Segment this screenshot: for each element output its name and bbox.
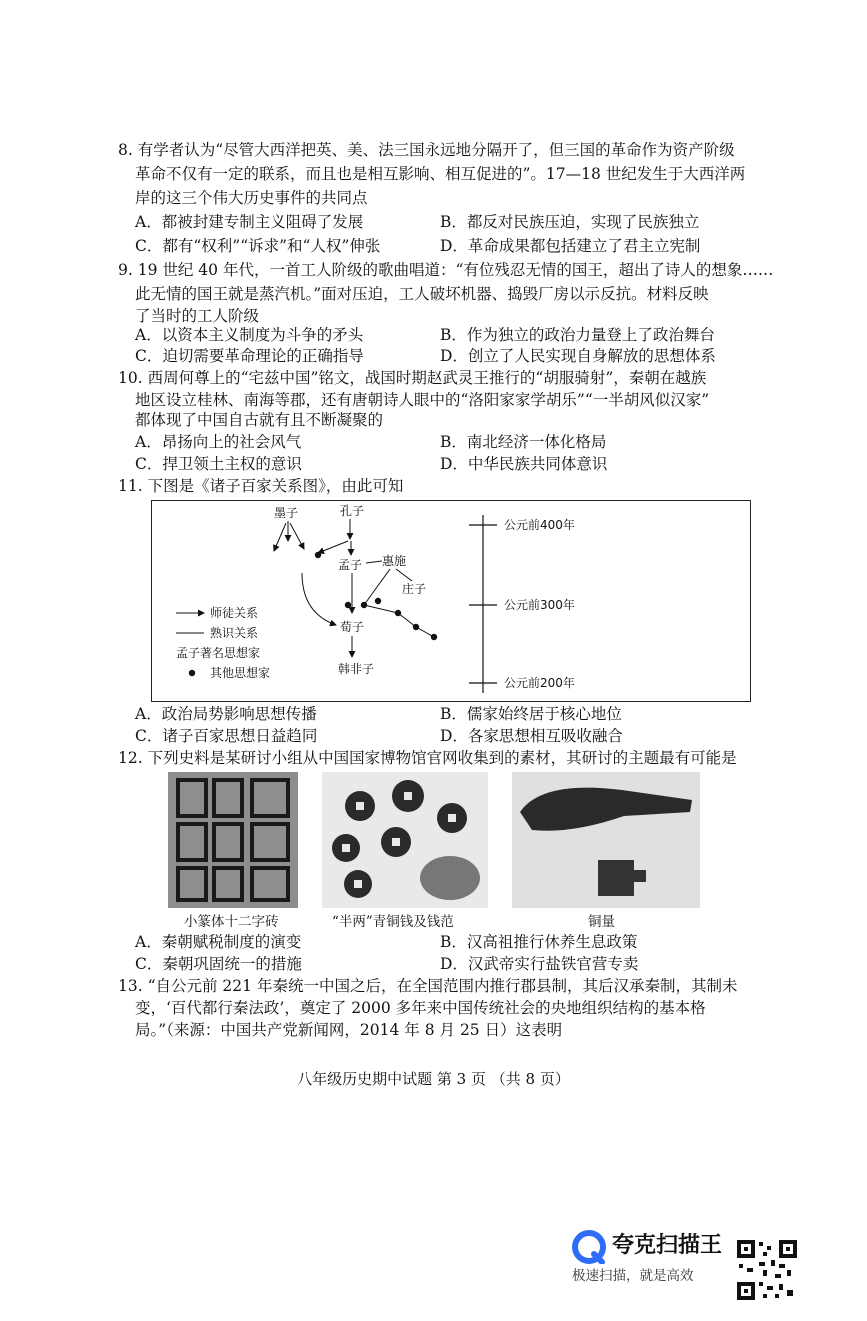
q12-stem-line: 12. 下列史料是某研讨小组从中国国家博物馆官网收集到的素材，其研讨的主题最有可能是 <box>118 749 737 767</box>
q9-option-d: D．创立了人民实现自身解放的思想体系 <box>440 347 716 365</box>
caption-coins: “半两”青铜钱及钱范 <box>332 914 454 930</box>
q12-option-c: C．秦朝巩固统一的措施 <box>135 955 302 973</box>
q8-option-d: D．革命成果都包括建立了君主立宪制 <box>440 237 701 255</box>
node-kongzi: 孔子 <box>340 504 365 518</box>
school-relations-diagram <box>151 500 751 702</box>
line-huishi-zhuangzi <box>396 569 412 581</box>
coins-photo <box>322 772 488 908</box>
arrow-curve-xunzi <box>302 573 336 625</box>
node-huishi: 惠施 <box>382 554 407 568</box>
other-thinker-dot <box>395 610 401 616</box>
diagram-canvas <box>152 501 752 703</box>
legend-famous: 孟子著名思想家 <box>176 646 261 660</box>
page-footer: 八年级历史期中试题 第 3 页 （共 8 页） <box>297 1070 570 1088</box>
other-thinker-dot <box>345 602 351 608</box>
q11-option-d: D．各家思想相互吸收融合 <box>440 727 623 745</box>
legend-dot <box>189 670 195 676</box>
node-zhuangzi: 庄子 <box>402 582 427 596</box>
q10-option-a: A．昂扬向上的社会风气 <box>135 433 302 451</box>
arrow-kongzi-left <box>318 541 348 553</box>
q8-option-b: B．都反对民族压迫，实现了民族独立 <box>440 213 700 231</box>
node-mengzi: 孟子 <box>338 558 363 572</box>
q9-stem-line: 9. 19 世纪 40 年代，一首工人阶级的歌曲唱道：“有位残忍无情的国王，超出了诗人的想象…… <box>118 261 774 279</box>
arrow-mozi-left <box>274 523 286 551</box>
q11-option-b: B．儒家始终居于核心地位 <box>440 705 622 723</box>
q10-option-c: C．捍卫领土主权的意识 <box>135 455 302 473</box>
q10-stem-line: 10. 西周何尊上的“宅兹中国”铭文，战国时期赵武灵王推行的“胡服骑射”，秦朝在越族 <box>118 369 707 387</box>
timeline-label-300: 公元前300年 <box>504 598 575 612</box>
q13-stem-line: 13. “自公元前 221 年秦统一中国之后，在全国范围内推行郡县制，其后汉承秦制，其制未 <box>118 977 738 995</box>
q13-stem-line: 局。”（来源：中国共产党新闻网，2014 年 8 月 25 日）这表明 <box>135 1021 563 1039</box>
q12-option-d: D．汉武帝实行盐铁官营专卖 <box>440 955 639 973</box>
other-thinker-dot <box>413 624 419 630</box>
q10-stem-line: 都体现了中国自古就有且不断凝聚的 <box>135 411 384 429</box>
bronze-measure-photo <box>512 772 700 908</box>
node-hanfeizi: 韩非子 <box>338 662 375 676</box>
other-thinker-dot <box>315 552 321 558</box>
q9-stem-line: 此无情的国王就是蒸汽机。”面对压迫，工人破坏机器、捣毁厂房以示反抗。材料反映 <box>135 285 709 303</box>
brand-name: 夸克扫描王 <box>612 1233 723 1258</box>
legend-master-disciple: 师徒关系 <box>210 606 259 620</box>
q11-option-a: A．政治局势影响思想传播 <box>135 705 317 723</box>
q8-stem-line: 8. 有学者认为“尽管大西洋把英、美、法三国永远地分隔开了，但三国的革命作为资产阶级 <box>118 141 735 159</box>
q10-option-b: B．南北经济一体化格局 <box>440 433 607 451</box>
other-thinker-dot <box>361 602 367 608</box>
q10-stem-line: 地区设立桂林、南海等郡，还有唐朝诗人眼中的“洛阳家家学胡乐”“一半胡风似汉家” <box>135 391 710 409</box>
timeline-label-400: 公元前400年 <box>504 518 575 532</box>
q9-stem-line: 了当时的工人阶级 <box>135 307 260 325</box>
node-xunzi: 荀子 <box>340 620 365 634</box>
scanner-logo-icon <box>572 1230 606 1264</box>
q9-option-b: B．作为独立的政治力量登上了政治舞台 <box>440 326 715 344</box>
q12-option-b: B．汉高祖推行休养生息政策 <box>440 933 638 951</box>
q9-option-a: A．以资本主义制度为斗争的矛头 <box>135 326 364 344</box>
line-xunzi-other <box>364 605 398 613</box>
arrow-mozi-right <box>290 523 304 549</box>
q8-option-a: A．都被封建专制主义阻碍了发展 <box>135 213 364 231</box>
legend-acquaintance: 熟识关系 <box>210 626 259 640</box>
qr-code-icon <box>735 1238 799 1302</box>
q9-option-c: C．迫切需要革命理论的正确指导 <box>135 347 364 365</box>
q11-option-c: C．诸子百家思想日益趋同 <box>135 727 318 745</box>
q10-option-d: D．中华民族共同体意识 <box>440 455 608 473</box>
q13-stem-line: 变，‘百代都行秦法政’，奠定了 2000 多年来中国传统社会的央地组织结构的基本格 <box>135 999 706 1017</box>
q11-stem-line: 11. 下图是《诸子百家关系图》，由此可知 <box>118 477 404 495</box>
other-thinker-dot <box>431 634 437 640</box>
line-other-other <box>398 613 416 627</box>
caption-brick: 小篆体十二字砖 <box>184 914 279 930</box>
node-mozi: 墨子 <box>274 506 299 520</box>
q12-option-a: A．秦朝赋税制度的演变 <box>135 933 302 951</box>
q8-stem-line: 岸的这三个伟大历史事件的共同点 <box>135 189 368 207</box>
caption-measure: 铜量 <box>588 914 615 930</box>
seal-brick-photo <box>168 772 298 908</box>
line-mengzi-huishi <box>366 561 382 563</box>
timeline-label-200: 公元前200年 <box>504 676 575 690</box>
brand-slogan: 极速扫描，就是高效 <box>572 1268 694 1284</box>
q8-stem-line: 革命不仅有一定的联系，而且也是相互影响、相互促进的”。17—18 世纪发生于大西洋两 <box>135 165 746 183</box>
other-thinker-dot <box>375 598 381 604</box>
legend-other: 其他思想家 <box>210 666 271 680</box>
q8-option-c: C．都有“权利”“诉求”和“人权”伸张 <box>135 237 381 255</box>
